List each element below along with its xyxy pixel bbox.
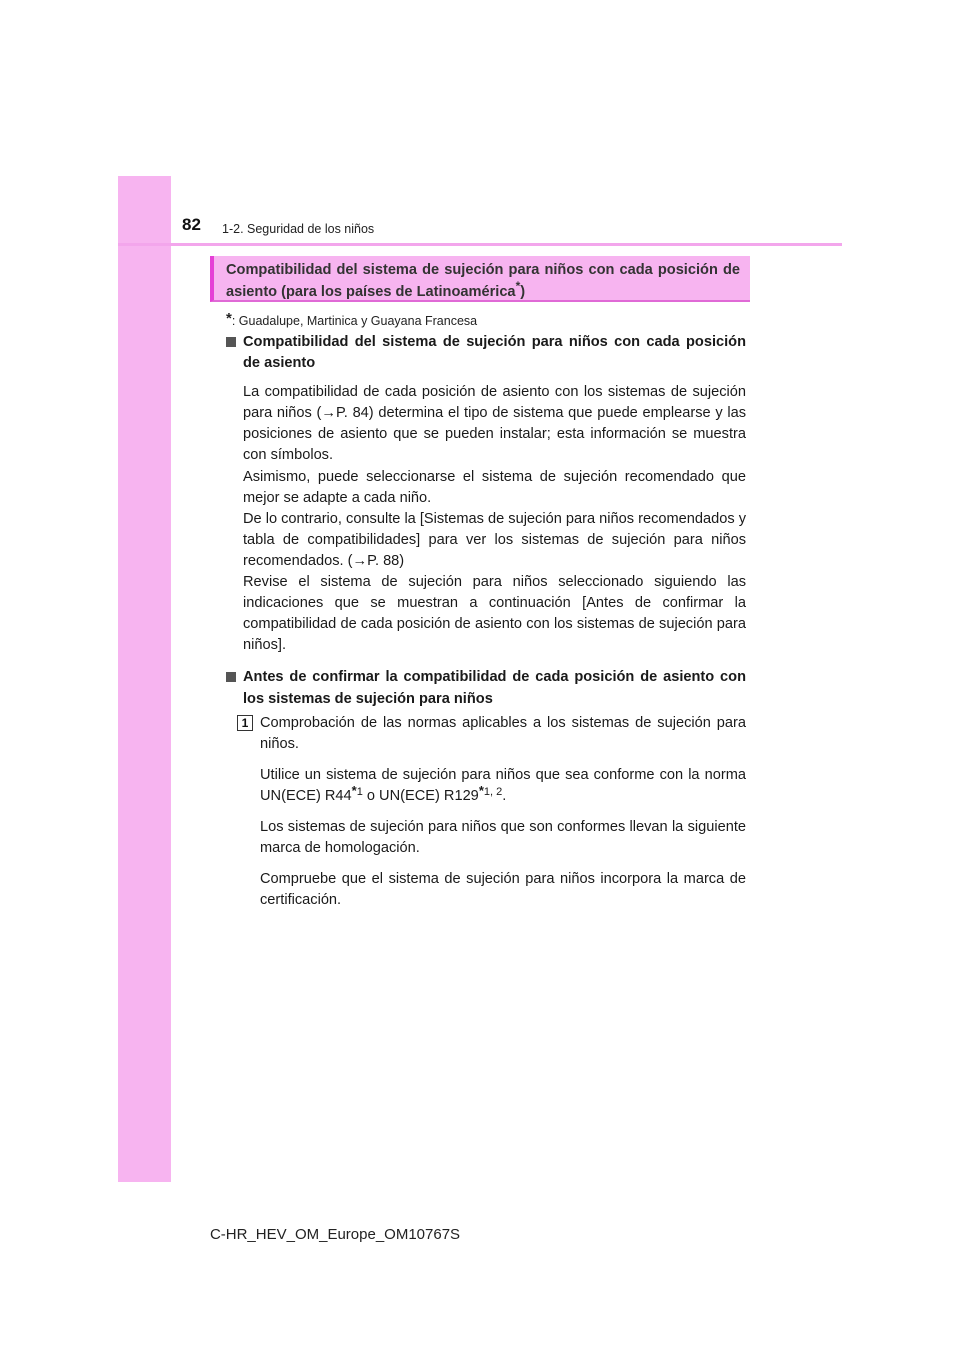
page-number: 82 xyxy=(182,215,201,234)
topic-title-asterisk: * xyxy=(515,279,521,294)
paragraph: La compatibilidad de cada posición de asiento con los sistemas de sujeción para niños (→P. 84) determina el tipo de sistema que puede emplearse y las posiciones de asiento que se pueden instalar; esta información se muestra con símbolos. xyxy=(243,384,746,464)
paragraph: De lo contrario, consulte la [Sistemas de sujeción para niños recomendados y tabla de compatibilidades] para ver los sistemas de sujeción para niños recomendados. (→P. 88) xyxy=(243,510,746,569)
footnote-text: : Guadalupe, Martinica y Guayana Francesa xyxy=(231,314,478,328)
paragraph: Asimismo, puede seleccionarse el sistema de sujeción recomendado que mejor se adapte a cada niño. xyxy=(243,468,746,506)
page-footer xyxy=(0,1226,550,1243)
side-color-band xyxy=(118,176,171,1182)
paragraph-text: . xyxy=(502,787,507,804)
paragraph: Compruebe que el sistema de sujeción para niños incorpora la marca de certificación. xyxy=(260,871,746,909)
topic-title-text: Compatibilidad del sistema de sujeción para niños con cada posición de asiento (para los países de Latinoamérica xyxy=(226,262,740,300)
step-item xyxy=(226,713,746,755)
step-body xyxy=(226,765,746,912)
step-number-badge: 1 xyxy=(237,715,253,731)
topic-title-close: ) xyxy=(520,284,526,300)
footnote-asterisk: * xyxy=(226,310,232,327)
header-rule xyxy=(118,243,842,246)
square-bullet-icon xyxy=(226,672,236,682)
paragraph: Los sistemas de sujeción para niños que son conformes llevan la siguiente marca de homologación. xyxy=(260,818,746,857)
paragraph: Revise el sistema de sujeción para niños seleccionado siguiendo las indicaciones que se muestran a continuación [Antes de confirmar la compatibilidad de cada posición de asiento con los sistemas de sujeción para niños]. xyxy=(243,574,746,654)
section-heading-text: Antes de confirmar la compatibilidad de cada posición de asiento con los sistemas de sujeción para niños xyxy=(243,669,746,707)
footnote-ref: *1 xyxy=(351,782,363,798)
section-heading-before-confirming xyxy=(226,667,746,709)
page-header xyxy=(0,0,960,250)
section-heading-text: Compatibilidad del sistema de sujeción para niños con cada posición de asiento xyxy=(243,334,746,372)
footnote-ref-number: 1 xyxy=(356,785,363,798)
paragraph-text: o UN(ECE) R129 xyxy=(362,787,479,804)
section-heading-compatibility xyxy=(226,332,746,374)
paragraph-text: Utilice un sistema de sujeción para niños que sea conforme con la norma UN(ECE) R44 xyxy=(260,766,746,804)
footnote xyxy=(226,310,477,328)
square-bullet-icon xyxy=(226,337,236,347)
section-title: 1-2. Seguridad de los niños xyxy=(222,222,375,236)
section-body xyxy=(226,382,746,656)
step-text: Comprobación de las normas aplicables a los sistemas de sujeción para niños. xyxy=(260,714,746,752)
main-content xyxy=(226,332,746,911)
document-code: C-HR_HEV_OM_Europe_OM10767S xyxy=(209,1226,461,1243)
footnote-ref: *1, 2 xyxy=(478,782,503,798)
footnote-ref-number: 1, 2 xyxy=(483,785,503,798)
topic-title-box xyxy=(210,256,750,302)
paragraph-standards xyxy=(260,765,746,807)
